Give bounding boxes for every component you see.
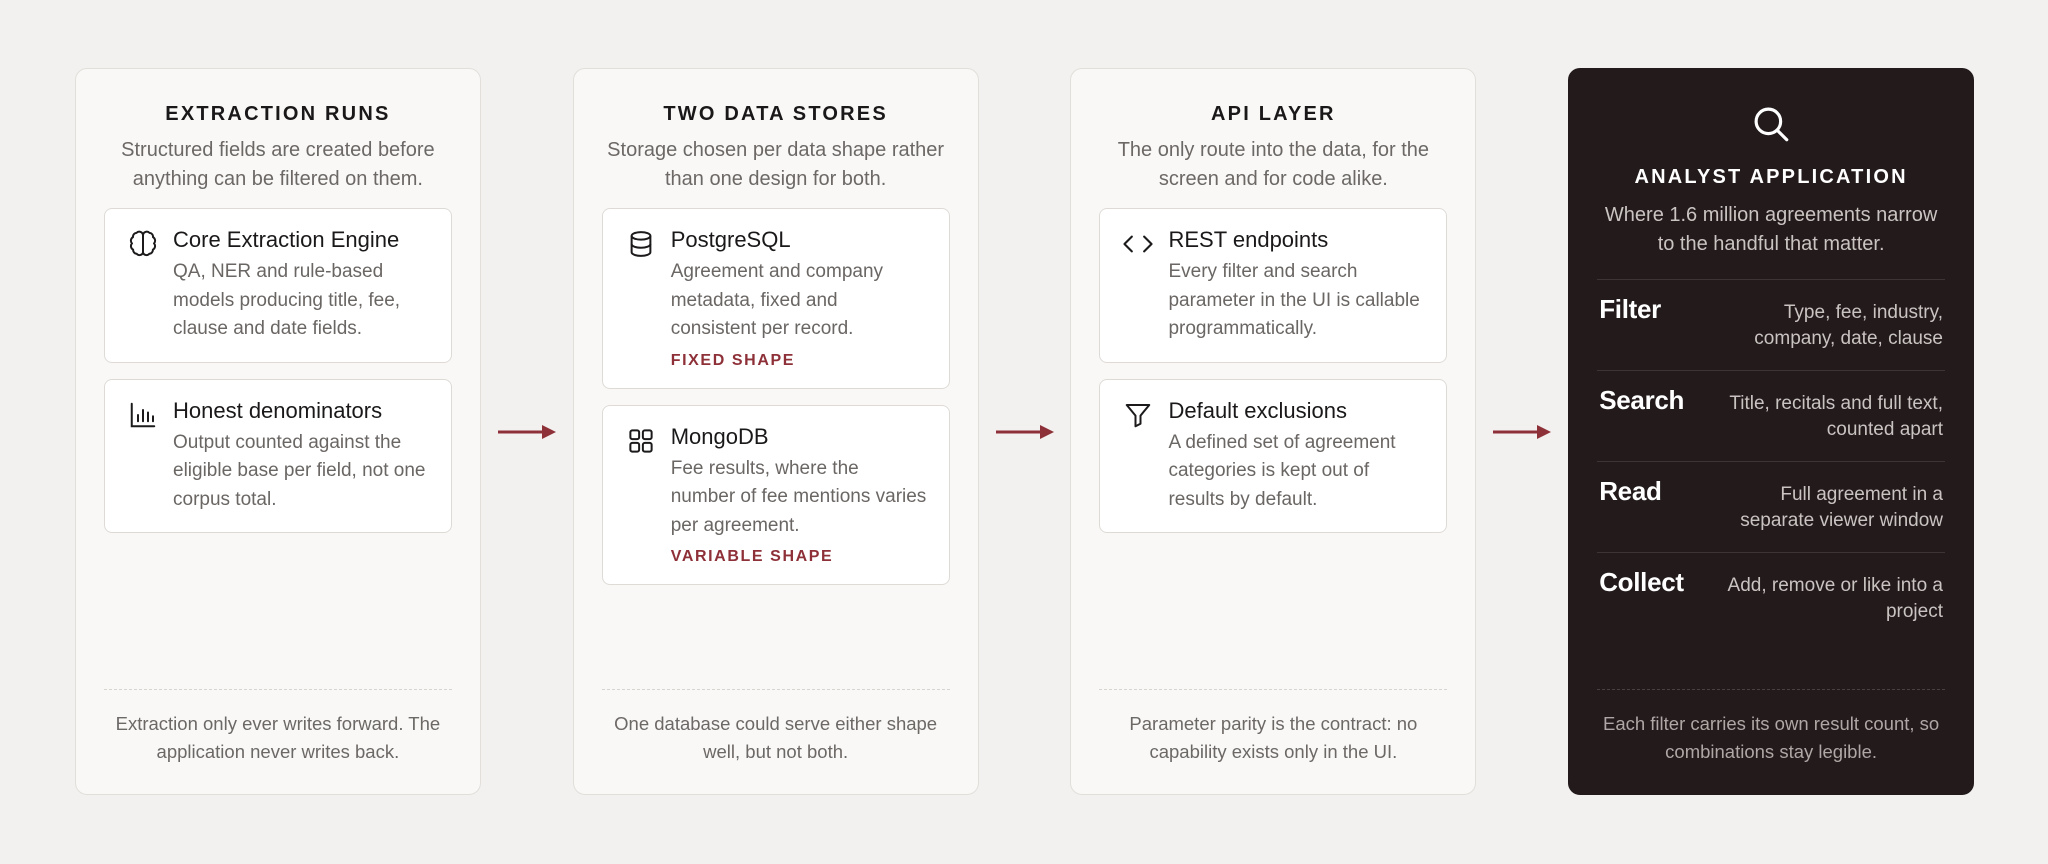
feature-collect — [1597, 552, 1945, 643]
card-title: Core Extraction Engine — [173, 227, 400, 252]
card-rest-endpoints — [1099, 208, 1447, 363]
card-title: MongoDB — [670, 423, 769, 449]
card-description: A defined set of agreement categories is kept out of results by default. — [1168, 431, 1396, 510]
column-footer: Each filter carries its own result count, so combinations stay legible. — [1597, 689, 1945, 766]
shape-tag: VARIABLE SHAPE — [670, 548, 834, 565]
brain-icon — [127, 225, 159, 344]
feature-description: Title, recitals and full text, counted apart — [1729, 393, 1943, 440]
card-postgresql — [602, 208, 950, 389]
column-title: EXTRACTION RUNS — [165, 103, 391, 125]
shape-tag: FIXED SHAPE — [670, 351, 796, 369]
column-subtitle: Structured fields are created before anything can be filtered on them. — [121, 139, 435, 190]
feature-list — [1597, 279, 1945, 643]
card-title: Honest denominators — [173, 397, 383, 423]
card-description: QA, NER and rule-based models producing title, fee, clause and date fields. — [173, 261, 401, 339]
column-extraction-runs — [75, 68, 481, 795]
feature-name: Read — [1599, 476, 1662, 506]
column-footer: Parameter parity is the contract: no capability exists only in the UI. — [1099, 689, 1447, 766]
card-default-exclusions — [1099, 379, 1447, 534]
architecture-diagram — [75, 68, 1974, 795]
card-description: Output counted against the eligible base per field, not one corpus total. — [173, 431, 426, 510]
search-icon — [1750, 103, 1792, 150]
card-title: REST endpoints — [1168, 227, 1329, 252]
card-description: Every filter and search parameter in the UI is callable programmatically. — [1168, 261, 1420, 339]
column-footer: One database could serve either shape well, but not both. — [602, 689, 950, 766]
feature-name: Collect — [1599, 567, 1684, 597]
flow-arrow — [979, 68, 1071, 795]
card-title: Default exclusions — [1168, 397, 1348, 423]
card-description: Fee results, where the number of fee mentions varies per agreement. — [670, 457, 927, 536]
feature-name: Filter — [1599, 294, 1661, 324]
card-mongodb — [602, 405, 950, 586]
column-two-data-stores — [573, 68, 979, 795]
feature-read — [1597, 461, 1945, 552]
column-subtitle: The only route into the data, for the screen and for code alike. — [1117, 139, 1430, 190]
card-core-extraction-engine — [104, 208, 452, 363]
code-icon — [1122, 225, 1154, 344]
feature-search — [1597, 370, 1945, 461]
database-icon — [625, 225, 657, 370]
feature-description: Type, fee, industry, company, date, clause — [1754, 302, 1943, 349]
card-honest-denominators — [104, 379, 452, 534]
column-api-layer — [1070, 68, 1476, 795]
column-title: ANALYST APPLICATION — [1634, 166, 1908, 188]
feature-description: Add, remove or like into a project — [1727, 575, 1943, 622]
column-subtitle: Where 1.6 million agreements narrow to the handful that matter. — [1604, 204, 1938, 255]
card-title: PostgreSQL — [670, 227, 791, 252]
column-title: TWO DATA STORES — [663, 103, 888, 125]
column-subtitle: Storage chosen per data shape rather than one design for both. — [607, 139, 945, 190]
flow-arrow — [481, 68, 573, 795]
column-title: API LAYER — [1211, 103, 1336, 125]
column-analyst-application — [1568, 68, 1974, 795]
grid-icon — [625, 422, 657, 567]
card-description: Agreement and company metadata, fixed and consistent per record. — [670, 261, 884, 339]
bar-chart-icon — [127, 396, 159, 515]
flow-arrow — [1476, 68, 1568, 795]
feature-description: Full agreement in a separate viewer window — [1740, 484, 1943, 531]
feature-filter — [1597, 279, 1945, 370]
feature-name: Search — [1599, 385, 1685, 415]
column-footer: Extraction only ever writes forward. The application never writes back. — [104, 689, 452, 766]
filter-icon — [1122, 396, 1154, 515]
